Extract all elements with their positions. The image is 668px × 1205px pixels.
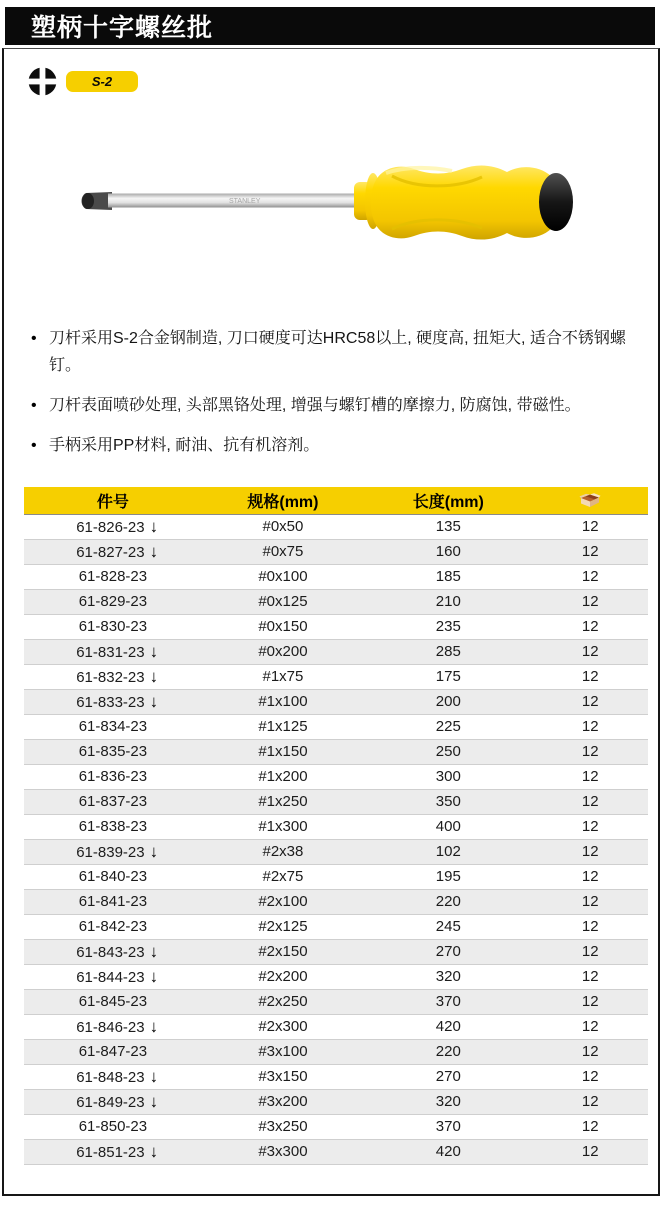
length-cell: 220 bbox=[364, 1039, 532, 1064]
spec-cell: #1x200 bbox=[202, 764, 364, 789]
bullet-icon: • bbox=[31, 437, 37, 454]
part-number-cell: 61-849-23 ↓ bbox=[24, 1089, 202, 1114]
table-row bbox=[24, 589, 648, 614]
length-cell: 350 bbox=[364, 789, 532, 814]
qty-cell: 12 bbox=[533, 639, 648, 664]
spec-cell: #0x100 bbox=[202, 564, 364, 589]
down-arrow-icon: ↓ bbox=[149, 641, 159, 661]
spec-cell: #2x125 bbox=[202, 914, 364, 939]
phillips-cross-icon bbox=[28, 67, 57, 96]
qty-cell: 12 bbox=[533, 1089, 648, 1114]
table-row bbox=[24, 914, 648, 939]
down-arrow-icon: ↓ bbox=[149, 966, 159, 986]
spec-cell: #3x100 bbox=[202, 1039, 364, 1064]
qty-cell: 12 bbox=[533, 539, 648, 564]
qty-cell: 12 bbox=[533, 789, 648, 814]
part-number-cell: 61-839-23 ↓ bbox=[24, 839, 202, 864]
screwdriver-illustration bbox=[74, 145, 589, 263]
steel-grade-label: S-2 bbox=[91, 74, 113, 89]
tip-type-row bbox=[28, 67, 138, 96]
table-row bbox=[24, 539, 648, 564]
down-arrow-icon: ↓ bbox=[149, 516, 159, 536]
qty-cell: 12 bbox=[533, 739, 648, 764]
spec-cell: #0x50 bbox=[202, 514, 364, 539]
down-arrow-icon: ↓ bbox=[149, 666, 159, 686]
part-number-cell: 61-851-23 ↓ bbox=[24, 1139, 202, 1164]
feature-item bbox=[30, 432, 644, 459]
length-cell: 420 bbox=[364, 1139, 532, 1164]
length-cell: 300 bbox=[364, 764, 532, 789]
length-cell: 102 bbox=[364, 839, 532, 864]
shaft-brand-text: STANLEY bbox=[229, 198, 261, 205]
length-cell: 370 bbox=[364, 989, 532, 1014]
qty-cell: 12 bbox=[533, 989, 648, 1014]
spec-cell: #1x250 bbox=[202, 789, 364, 814]
spec-cell: #1x100 bbox=[202, 689, 364, 714]
length-cell: 420 bbox=[364, 1014, 532, 1039]
spec-cell: #0x125 bbox=[202, 589, 364, 614]
part-number-cell: 61-838-23 bbox=[24, 814, 202, 839]
page-title-bar bbox=[5, 7, 655, 45]
screwdriver-handle bbox=[371, 165, 565, 239]
qty-cell: 12 bbox=[533, 864, 648, 889]
qty-cell: 12 bbox=[533, 839, 648, 864]
parts-table-body bbox=[24, 514, 648, 1164]
part-number-cell: 61-848-23 ↓ bbox=[24, 1064, 202, 1089]
part-number-cell: 61-847-23 bbox=[24, 1039, 202, 1064]
qty-cell: 12 bbox=[533, 1114, 648, 1139]
table-row bbox=[24, 739, 648, 764]
feature-text: 刀杆采用S-2合金钢制造, 刀口硬度可达HRC58以上, 硬度高, 扭矩大, 适合不锈钢螺钉。 bbox=[49, 330, 626, 374]
table-row bbox=[24, 1039, 648, 1064]
col-spec: 规格(mm) bbox=[202, 487, 364, 514]
table-row bbox=[24, 1089, 648, 1114]
table-row bbox=[24, 764, 648, 789]
spec-cell: #1x75 bbox=[202, 664, 364, 689]
col-length: 长度(mm) bbox=[364, 487, 532, 514]
spec-cell: #2x200 bbox=[202, 964, 364, 989]
part-number-cell: 61-830-23 bbox=[24, 614, 202, 639]
part-number-cell: 61-835-23 bbox=[24, 739, 202, 764]
down-arrow-icon: ↓ bbox=[149, 941, 159, 961]
qty-cell: 12 bbox=[533, 1014, 648, 1039]
length-cell: 370 bbox=[364, 1114, 532, 1139]
part-number-cell: 61-842-23 bbox=[24, 914, 202, 939]
spec-cell: #3x300 bbox=[202, 1139, 364, 1164]
spec-cell: #2x250 bbox=[202, 989, 364, 1014]
qty-cell: 12 bbox=[533, 764, 648, 789]
length-cell: 270 bbox=[364, 939, 532, 964]
table-row bbox=[24, 964, 648, 989]
qty-cell: 12 bbox=[533, 614, 648, 639]
col-part-number: 件号 bbox=[24, 487, 202, 514]
spec-cell: #0x75 bbox=[202, 539, 364, 564]
parts-table bbox=[24, 487, 648, 1165]
page-title: 塑柄十字螺丝批 bbox=[31, 14, 214, 42]
table-row bbox=[24, 864, 648, 889]
length-cell: 210 bbox=[364, 589, 532, 614]
feature-text: 刀杆表面喷砂处理, 头部黑铬处理, 增强与螺钉槽的摩擦力, 防腐蚀, 带磁性。 bbox=[49, 397, 581, 414]
part-number-cell: 61-845-23 bbox=[24, 989, 202, 1014]
steel-grade-badge bbox=[66, 71, 138, 92]
table-row bbox=[24, 814, 648, 839]
qty-cell: 12 bbox=[533, 939, 648, 964]
table-row bbox=[24, 564, 648, 589]
qty-cell: 12 bbox=[533, 1039, 648, 1064]
table-row bbox=[24, 939, 648, 964]
table-row bbox=[24, 714, 648, 739]
spec-cell: #3x200 bbox=[202, 1089, 364, 1114]
length-cell: 200 bbox=[364, 689, 532, 714]
bullet-icon: • bbox=[31, 330, 37, 347]
carton-icon bbox=[579, 493, 601, 508]
part-number-cell: 61-834-23 bbox=[24, 714, 202, 739]
length-cell: 320 bbox=[364, 1089, 532, 1114]
qty-cell: 12 bbox=[533, 714, 648, 739]
part-number-cell: 61-844-23 ↓ bbox=[24, 964, 202, 989]
parts-table-header bbox=[24, 487, 648, 514]
content-box bbox=[2, 48, 660, 1196]
spec-cell: #2x100 bbox=[202, 889, 364, 914]
qty-cell: 12 bbox=[533, 514, 648, 539]
spec-cell: #2x300 bbox=[202, 1014, 364, 1039]
table-row bbox=[24, 1139, 648, 1164]
part-number-cell: 61-850-23 bbox=[24, 1114, 202, 1139]
table-row bbox=[24, 839, 648, 864]
part-number-cell: 61-841-23 bbox=[24, 889, 202, 914]
part-number-cell: 61-828-23 bbox=[24, 564, 202, 589]
part-number-cell: 61-836-23 bbox=[24, 764, 202, 789]
qty-cell: 12 bbox=[533, 964, 648, 989]
spec-cell: #3x150 bbox=[202, 1064, 364, 1089]
col-qty bbox=[533, 487, 648, 514]
part-number-cell: 61-840-23 bbox=[24, 864, 202, 889]
length-cell: 250 bbox=[364, 739, 532, 764]
feature-list bbox=[30, 325, 644, 472]
part-number-cell: 61-846-23 ↓ bbox=[24, 1014, 202, 1039]
spec-cell: #3x250 bbox=[202, 1114, 364, 1139]
qty-cell: 12 bbox=[533, 889, 648, 914]
table-row bbox=[24, 639, 648, 664]
length-cell: 160 bbox=[364, 539, 532, 564]
down-arrow-icon: ↓ bbox=[149, 1066, 159, 1086]
qty-cell: 12 bbox=[533, 1139, 648, 1164]
length-cell: 245 bbox=[364, 914, 532, 939]
spec-cell: #0x200 bbox=[202, 639, 364, 664]
spec-cell: #0x150 bbox=[202, 614, 364, 639]
length-cell: 175 bbox=[364, 664, 532, 689]
length-cell: 235 bbox=[364, 614, 532, 639]
length-cell: 135 bbox=[364, 514, 532, 539]
part-number-cell: 61-833-23 ↓ bbox=[24, 689, 202, 714]
table-row bbox=[24, 614, 648, 639]
length-cell: 270 bbox=[364, 1064, 532, 1089]
down-arrow-icon: ↓ bbox=[149, 841, 159, 861]
spec-cell: #1x300 bbox=[202, 814, 364, 839]
down-arrow-icon: ↓ bbox=[149, 541, 159, 561]
feature-item bbox=[30, 325, 644, 379]
table-row bbox=[24, 514, 648, 539]
length-cell: 220 bbox=[364, 889, 532, 914]
product-image bbox=[74, 145, 589, 268]
length-cell: 195 bbox=[364, 864, 532, 889]
part-number-cell: 61-837-23 bbox=[24, 789, 202, 814]
length-cell: 185 bbox=[364, 564, 532, 589]
table-row bbox=[24, 1014, 648, 1039]
spec-cell: #2x38 bbox=[202, 839, 364, 864]
part-number-cell: 61-827-23 ↓ bbox=[24, 539, 202, 564]
table-row bbox=[24, 789, 648, 814]
qty-cell: 12 bbox=[533, 689, 648, 714]
length-cell: 285 bbox=[364, 639, 532, 664]
down-arrow-icon: ↓ bbox=[149, 691, 159, 711]
feature-text: 手柄采用PP材料, 耐油、抗有机溶剂。 bbox=[49, 437, 320, 454]
part-number-cell: 61-826-23 ↓ bbox=[24, 514, 202, 539]
part-number-cell: 61-843-23 ↓ bbox=[24, 939, 202, 964]
table-row bbox=[24, 989, 648, 1014]
qty-cell: 12 bbox=[533, 564, 648, 589]
length-cell: 400 bbox=[364, 814, 532, 839]
down-arrow-icon: ↓ bbox=[149, 1141, 159, 1161]
qty-cell: 12 bbox=[533, 814, 648, 839]
table-row bbox=[24, 1064, 648, 1089]
qty-cell: 12 bbox=[533, 664, 648, 689]
down-arrow-icon: ↓ bbox=[149, 1016, 159, 1036]
table-row bbox=[24, 664, 648, 689]
spec-cell: #2x75 bbox=[202, 864, 364, 889]
spec-cell: #1x150 bbox=[202, 739, 364, 764]
table-row bbox=[24, 1114, 648, 1139]
length-cell: 225 bbox=[364, 714, 532, 739]
feature-item bbox=[30, 392, 644, 419]
qty-cell: 12 bbox=[533, 1064, 648, 1089]
spec-cell: #1x125 bbox=[202, 714, 364, 739]
table-row bbox=[24, 889, 648, 914]
length-cell: 320 bbox=[364, 964, 532, 989]
down-arrow-icon: ↓ bbox=[149, 1091, 159, 1111]
part-number-cell: 61-831-23 ↓ bbox=[24, 639, 202, 664]
bullet-icon: • bbox=[31, 397, 37, 414]
table-row bbox=[24, 689, 648, 714]
handle-end-cap bbox=[539, 173, 573, 231]
qty-cell: 12 bbox=[533, 914, 648, 939]
part-number-cell: 61-829-23 bbox=[24, 589, 202, 614]
qty-cell: 12 bbox=[533, 589, 648, 614]
spec-cell: #2x150 bbox=[202, 939, 364, 964]
part-number-cell: 61-832-23 ↓ bbox=[24, 664, 202, 689]
